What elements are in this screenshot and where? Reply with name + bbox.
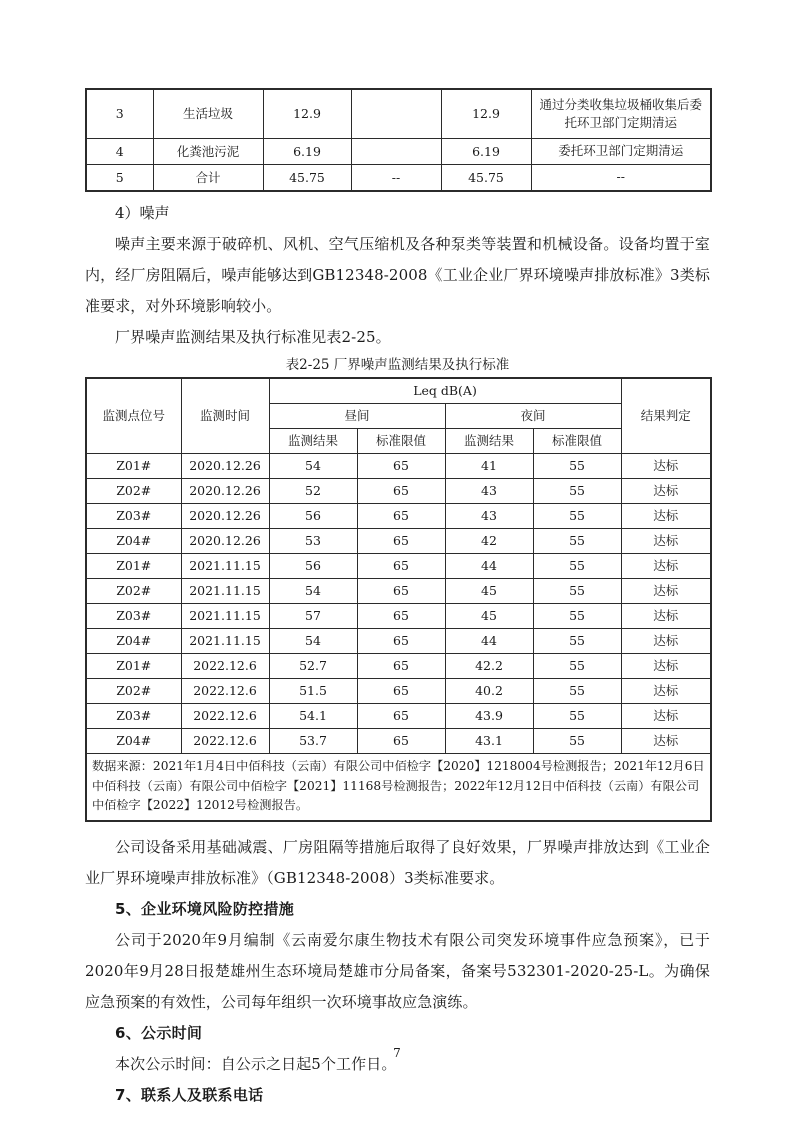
- section-paragraph-5: 公司于2020年9月编制《云南爱尔康生物技术有限公司突发环境事件应急预案》，已于2020年9月28日报楚雄州生态环境局楚雄市分局备案，备案号532301-2020-25-L。为确保应急预案的有效性，公司每年组织一次环境事故应急演练。: [85, 930, 710, 1011]
- table-row: [86, 554, 711, 579]
- noise-day-val: 53: [269, 529, 357, 554]
- noise-night-lim: 55: [533, 579, 621, 604]
- noise-day-lim: 65: [357, 454, 445, 479]
- page-content: [85, 88, 710, 1111]
- table-row: [86, 504, 711, 529]
- header-monitor-time: 监测时间: [181, 378, 269, 454]
- noise-result: 达标: [621, 579, 711, 604]
- table-row: [86, 604, 711, 629]
- noise-night-lim: 55: [533, 729, 621, 754]
- noise-result: 达标: [621, 479, 711, 504]
- noise-day-val: 54.1: [269, 704, 357, 729]
- page-number: 7: [393, 1046, 401, 1060]
- noise-point: Z03#: [86, 704, 181, 729]
- header-night-limit: 标准限值: [533, 429, 621, 454]
- noise-paragraph-2: 厂界噪声监测结果及执行标准见表2-25。: [115, 328, 391, 346]
- noise-day-lim: 65: [357, 704, 445, 729]
- table-row: [86, 529, 711, 554]
- table-row: [86, 479, 711, 504]
- noise-night-lim: 55: [533, 604, 621, 629]
- header-monitor-point: 监测点位号: [86, 378, 181, 454]
- noise-time: 2021.11.15: [181, 579, 269, 604]
- noise-day-val: 54: [269, 579, 357, 604]
- noise-table-caption: 表2-25 厂界噪声监测结果及执行标准: [285, 357, 510, 373]
- noise-monitoring-table: [85, 377, 712, 822]
- waste-row-val3: 6.19: [441, 139, 531, 165]
- section-heading-6: 6、公示时间: [115, 1023, 203, 1042]
- noise-time: 2021.11.15: [181, 604, 269, 629]
- noise-result: 达标: [621, 729, 711, 754]
- noise-result: 达标: [621, 704, 711, 729]
- noise-night-val: 45: [445, 579, 533, 604]
- noise-point: Z01#: [86, 454, 181, 479]
- header-nighttime: 夜间: [445, 404, 621, 429]
- waste-row-val1: 6.19: [263, 139, 351, 165]
- noise-day-val: 56: [269, 504, 357, 529]
- noise-night-val: 44: [445, 554, 533, 579]
- noise-point: Z01#: [86, 654, 181, 679]
- solid-waste-table: [85, 88, 712, 192]
- noise-result: 达标: [621, 679, 711, 704]
- noise-night-lim: 55: [533, 529, 621, 554]
- header-night-measured: 监测结果: [445, 429, 533, 454]
- noise-time: 2022.12.6: [181, 679, 269, 704]
- waste-row-val1: 12.9: [263, 89, 351, 139]
- noise-time: 2021.11.15: [181, 629, 269, 654]
- table-row: [86, 654, 711, 679]
- header-daytime: 昼间: [269, 404, 445, 429]
- table-row: [86, 629, 711, 654]
- noise-night-val: 45: [445, 604, 533, 629]
- noise-result: 达标: [621, 604, 711, 629]
- header-day-measured: 监测结果: [269, 429, 357, 454]
- noise-day-lim: 65: [357, 654, 445, 679]
- waste-row-note: --: [531, 165, 711, 192]
- noise-day-val: 54: [269, 629, 357, 654]
- noise-day-val: 54: [269, 454, 357, 479]
- noise-point: Z03#: [86, 504, 181, 529]
- noise-night-val: 42.2: [445, 654, 533, 679]
- noise-day-val: 51.5: [269, 679, 357, 704]
- noise-night-lim: 55: [533, 704, 621, 729]
- noise-day-lim: 65: [357, 729, 445, 754]
- table-row: [86, 139, 711, 165]
- noise-time: 2022.12.6: [181, 704, 269, 729]
- noise-day-lim: 65: [357, 554, 445, 579]
- noise-night-lim: 55: [533, 679, 621, 704]
- waste-row-num: 5: [86, 165, 153, 192]
- noise-night-val: 42: [445, 529, 533, 554]
- noise-night-val: 43: [445, 504, 533, 529]
- noise-table-source-note: 数据来源：2021年1月4日中佰科技（云南）有限公司中佰检字【2020】1218004号检测报告；2021年12月6日中佰科技（云南）有限公司中佰检字【2021】11168号检测报告；2022年12月12日中佰科技（云南）有限公司中佰检字【2022】12012号检测报告。: [86, 754, 711, 821]
- waste-row-note: 通过分类收集垃圾桶收集后委托环卫部门定期清运: [531, 89, 711, 139]
- waste-row-num: 3: [86, 89, 153, 139]
- table-row: [86, 729, 711, 754]
- table-row: [86, 89, 711, 139]
- waste-row-note: 委托环卫部门定期清运: [531, 139, 711, 165]
- waste-row-name: 生活垃圾: [153, 89, 263, 139]
- waste-row-num: 4: [86, 139, 153, 165]
- noise-result: 达标: [621, 654, 711, 679]
- noise-time: 2022.12.6: [181, 729, 269, 754]
- waste-row-name: 化粪池污泥: [153, 139, 263, 165]
- noise-day-lim: 65: [357, 604, 445, 629]
- waste-row-val3: 45.75: [441, 165, 531, 192]
- waste-row-val2: [351, 139, 441, 165]
- noise-day-val: 57: [269, 604, 357, 629]
- waste-row-val1: 45.75: [263, 165, 351, 192]
- noise-result: 达标: [621, 454, 711, 479]
- noise-time: 2021.11.15: [181, 554, 269, 579]
- noise-result: 达标: [621, 529, 711, 554]
- noise-night-val: 41: [445, 454, 533, 479]
- noise-day-lim: 65: [357, 529, 445, 554]
- noise-section-label: 4）噪声: [115, 204, 170, 222]
- noise-day-val: 52.7: [269, 654, 357, 679]
- noise-night-lim: 55: [533, 554, 621, 579]
- noise-day-lim: 65: [357, 479, 445, 504]
- noise-night-val: 40.2: [445, 679, 533, 704]
- noise-conclusion-paragraph: 公司设备采用基础减震、厂房阻隔等措施后取得了良好效果，厂界噪声排放达到《工业企业厂界环境噪声排放标准》（GB12348-2008）3类标准要求。: [85, 837, 710, 887]
- table-row: [86, 579, 711, 604]
- noise-point: Z02#: [86, 679, 181, 704]
- header-leq-unit: Leq dB(A): [269, 378, 621, 404]
- noise-day-lim: 65: [357, 679, 445, 704]
- noise-night-val: 43: [445, 479, 533, 504]
- noise-time: 2020.12.26: [181, 454, 269, 479]
- noise-day-val: 56: [269, 554, 357, 579]
- noise-day-lim: 65: [357, 504, 445, 529]
- table-footnote-row: [86, 754, 711, 821]
- noise-day-lim: 65: [357, 629, 445, 654]
- noise-day-val: 52: [269, 479, 357, 504]
- noise-point: Z03#: [86, 604, 181, 629]
- header-day-limit: 标准限值: [357, 429, 445, 454]
- noise-night-val: 44: [445, 629, 533, 654]
- noise-result: 达标: [621, 504, 711, 529]
- section-heading-5: 5、企业环境风险防控措施: [115, 899, 295, 918]
- noise-time: 2020.12.26: [181, 479, 269, 504]
- header-result: 结果判定: [621, 378, 711, 454]
- table-row: [86, 704, 711, 729]
- noise-time: 2020.12.26: [181, 504, 269, 529]
- table-header-row: [86, 378, 711, 404]
- noise-night-lim: 55: [533, 454, 621, 479]
- table-row: [86, 679, 711, 704]
- noise-point: Z02#: [86, 579, 181, 604]
- noise-point: Z04#: [86, 629, 181, 654]
- noise-point: Z01#: [86, 554, 181, 579]
- noise-night-lim: 55: [533, 654, 621, 679]
- noise-night-lim: 55: [533, 504, 621, 529]
- noise-day-lim: 65: [357, 579, 445, 604]
- noise-point: Z04#: [86, 729, 181, 754]
- waste-row-val3: 12.9: [441, 89, 531, 139]
- noise-time: 2022.12.6: [181, 654, 269, 679]
- noise-result: 达标: [621, 629, 711, 654]
- table-row: [86, 454, 711, 479]
- noise-paragraph-1: 噪声主要来源于破碎机、风机、空气压缩机及各种泵类等装置和机械设备。设备均置于室内，经厂房阻隔后，噪声能够达到GB12348-2008《工业企业厂界环境噪声排放标准》3类标准要求，对外环境影响较小。: [85, 235, 710, 315]
- waste-row-val2: --: [351, 165, 441, 192]
- waste-row-val2: [351, 89, 441, 139]
- waste-row-name: 合计: [153, 165, 263, 192]
- noise-point: Z02#: [86, 479, 181, 504]
- table-row: [86, 165, 711, 192]
- noise-day-val: 53.7: [269, 729, 357, 754]
- noise-night-lim: 55: [533, 629, 621, 654]
- section-heading-7: 7、联系人及联系电话: [115, 1085, 264, 1104]
- noise-night-val: 43.1: [445, 729, 533, 754]
- noise-point: Z04#: [86, 529, 181, 554]
- noise-time: 2020.12.26: [181, 529, 269, 554]
- noise-result: 达标: [621, 554, 711, 579]
- section-paragraph-6: 本次公示时间：自公示之日起5个工作日。: [115, 1054, 397, 1073]
- noise-night-lim: 55: [533, 479, 621, 504]
- noise-night-val: 43.9: [445, 704, 533, 729]
